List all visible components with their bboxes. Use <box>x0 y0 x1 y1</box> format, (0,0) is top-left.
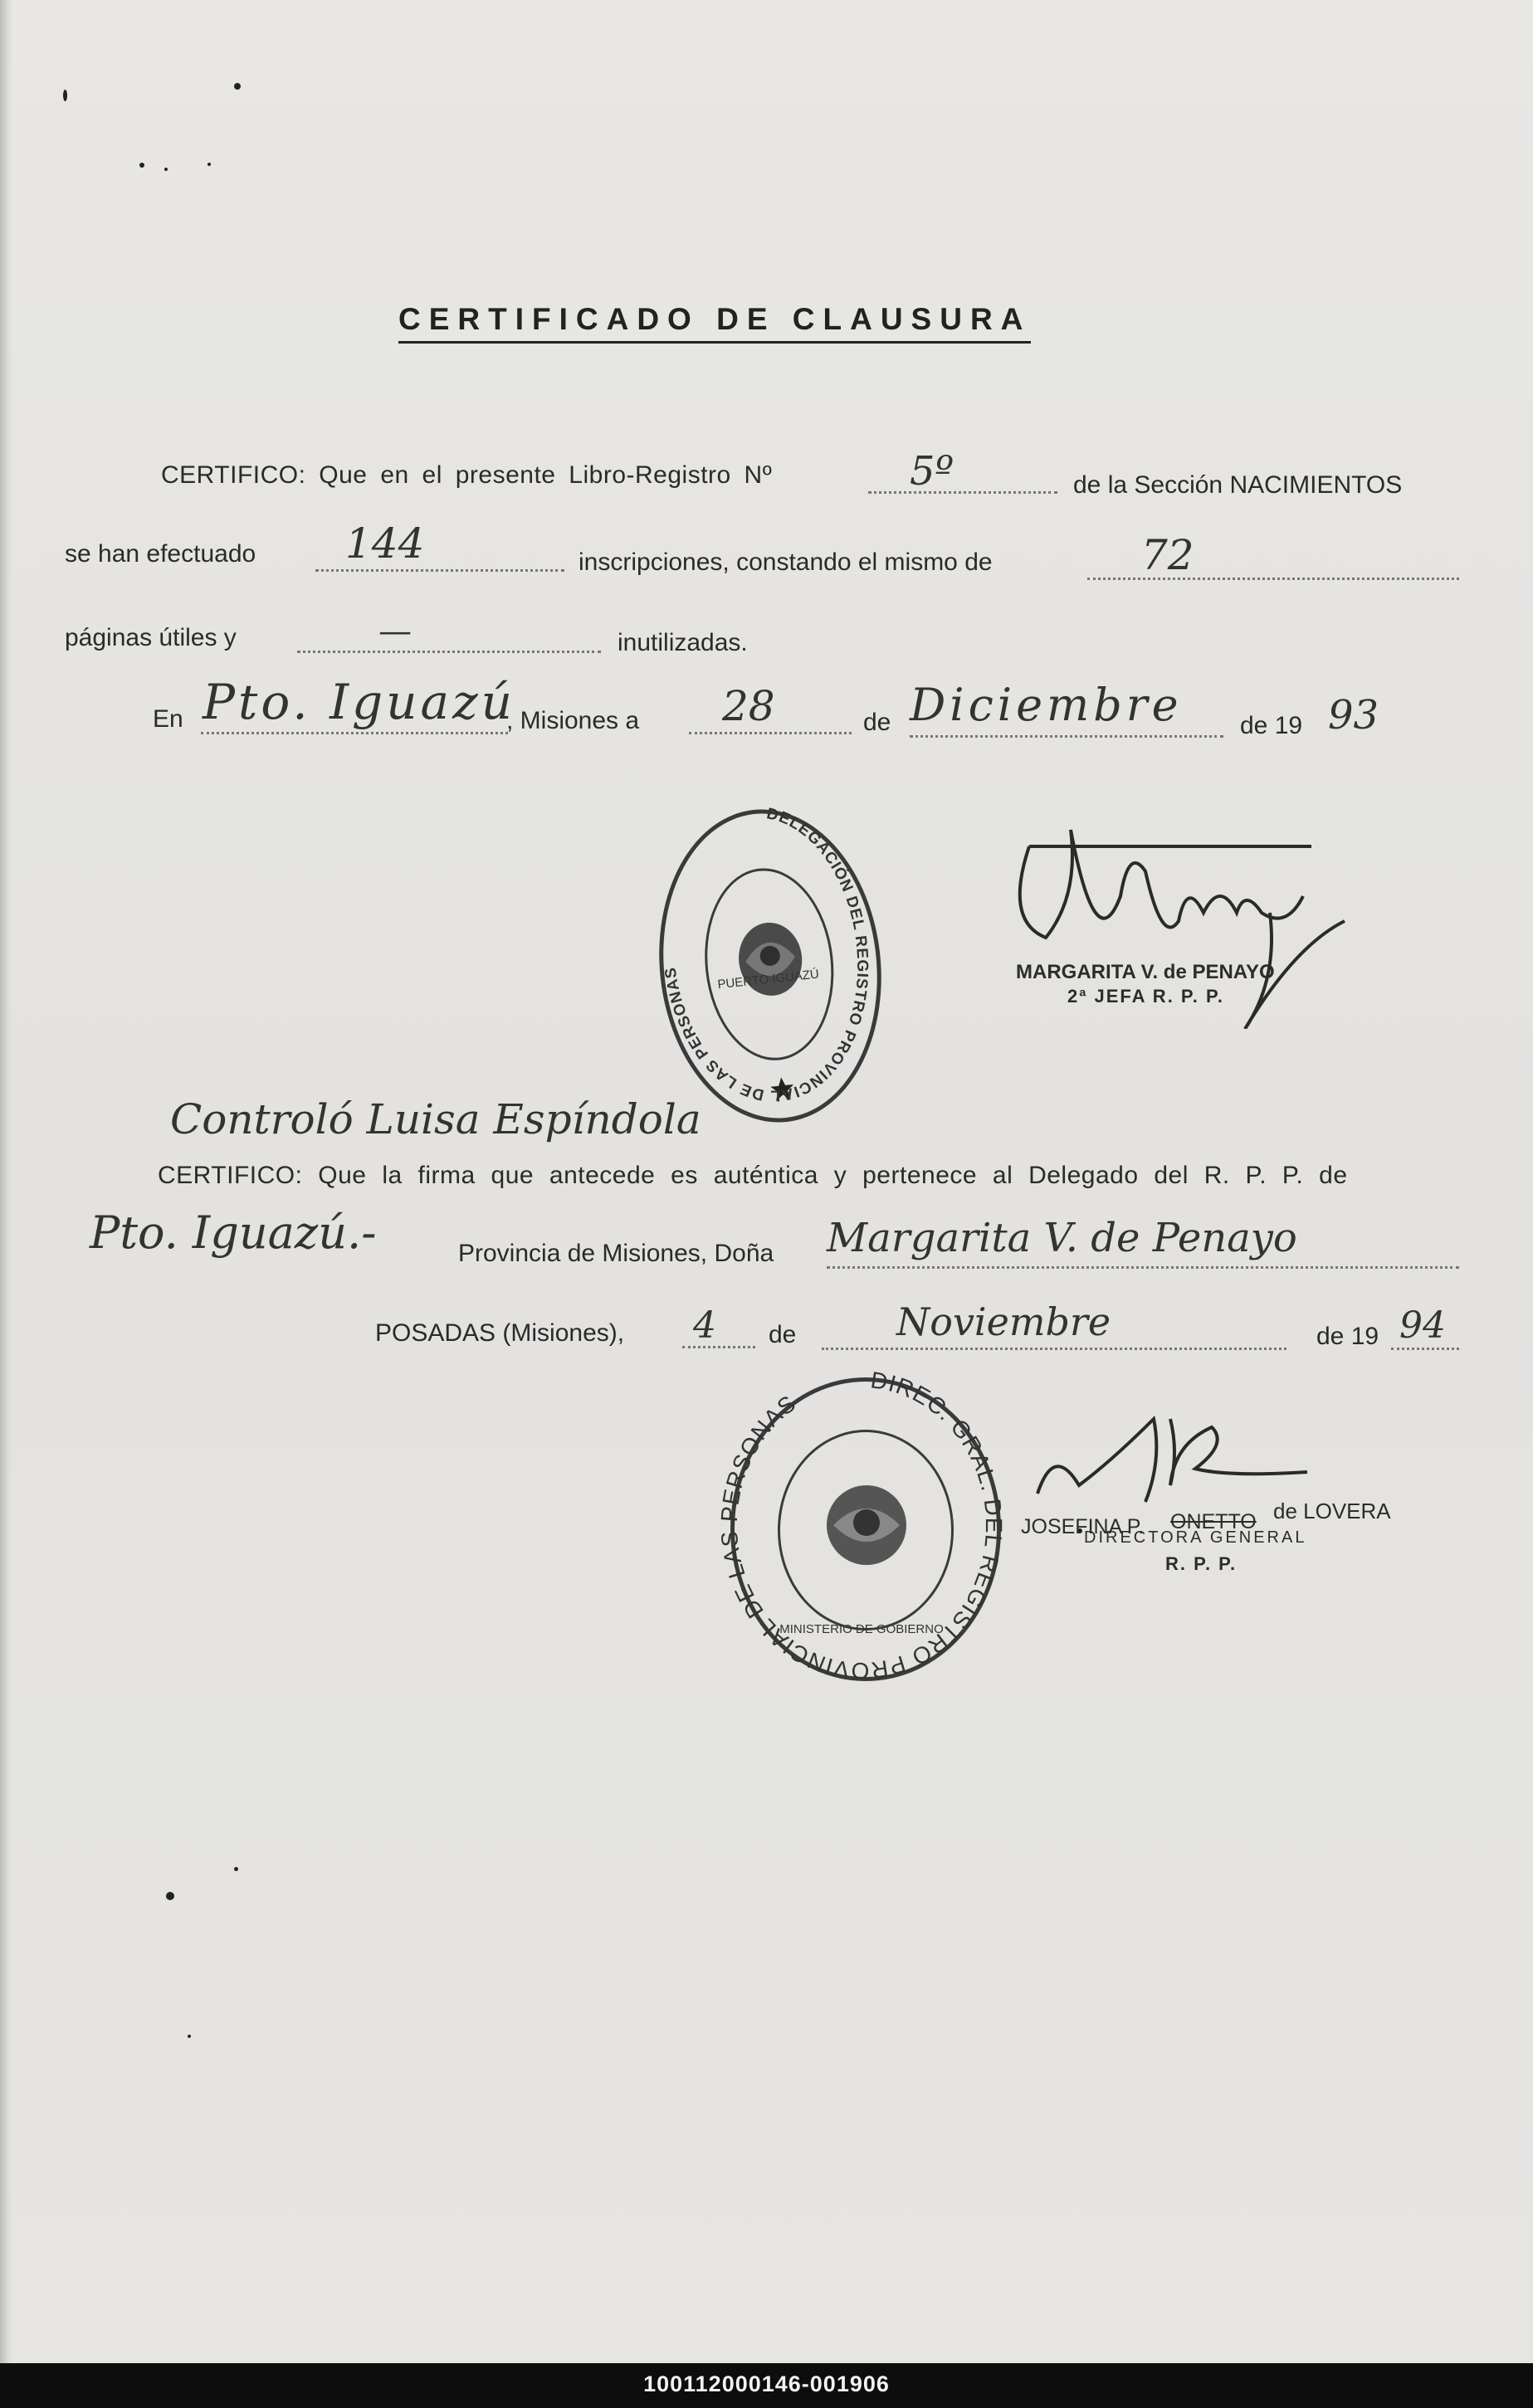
cert2-mes-handwritten: Noviembre <box>896 1299 1111 1344</box>
signer2-org: R. P. P. <box>1165 1553 1238 1574</box>
svg-text:MINISTERIO DE GOBIERNO: MINISTERIO DE GOBIERNO <box>779 1622 944 1636</box>
document-title: CERTIFICADO DE CLAUSURA <box>398 302 1031 344</box>
speck <box>139 163 144 168</box>
cert1-line2-text: se han efectuado <box>65 540 256 568</box>
dotted-line <box>868 491 1057 494</box>
speck <box>166 1892 174 1900</box>
cert2-de-label: de <box>769 1321 797 1348</box>
seal2-text-ring <box>712 1359 1011 1691</box>
signer1-role: 2ª JEFA R. P. P. <box>1067 986 1224 1007</box>
mes-handwritten: Diciembre <box>910 679 1183 731</box>
cert2-de19-label: de 19 <box>1316 1323 1379 1350</box>
page-edge <box>0 0 12 2363</box>
seal1-text-ring <box>625 780 907 1136</box>
svg-text:PUERTO IGUAZÚ: PUERTO IGUAZÚ <box>716 967 820 992</box>
dotted-line <box>1391 1348 1459 1350</box>
dia-handwritten: 28 <box>722 682 775 730</box>
cert1-line1-tail: de la Sección NACIMIENTOS <box>1073 471 1403 499</box>
de-label: de <box>863 709 891 736</box>
signer2-name-middle: ONETTO <box>1170 1510 1257 1533</box>
cert2-nombre-handwritten: Margarita V. de Penayo <box>827 1215 1297 1261</box>
speck <box>234 1867 238 1871</box>
libro-number: 5º <box>910 448 954 495</box>
en-label: En <box>153 705 183 733</box>
posadas-text: POSADAS (Misiones), <box>375 1319 625 1347</box>
controlo-annotation: Controló Luisa Espíndola <box>170 1095 701 1143</box>
dotted-line <box>827 1266 1459 1269</box>
signature-2 <box>1029 1411 1311 1518</box>
cert2-dia-handwritten: 4 <box>693 1304 716 1347</box>
dotted-line <box>297 651 601 653</box>
speck <box>164 168 168 171</box>
cert1-line3-text: páginas útiles y <box>65 624 237 651</box>
inutilizadas-count: — <box>378 612 412 651</box>
svg-text:DELEGACIÓN DEL REGISTRO PROVIN: DELEGACIÓN DEL REGISTRO PROVINCIAL DE LAS PERSONAS <box>662 805 871 1104</box>
inscripciones-count: 144 <box>345 519 425 568</box>
misiones-label: , Misiones a <box>506 707 640 734</box>
de19-label: de 19 <box>1240 712 1303 739</box>
signer2-role: DIRECTORA GENERAL <box>1084 1528 1307 1547</box>
cert2-anio-handwritten: 94 <box>1399 1304 1446 1347</box>
dotted-line <box>315 569 564 572</box>
dotted-line <box>822 1348 1286 1350</box>
signer2-name-last: de LOVERA <box>1273 1499 1391 1523</box>
cert1-line3-tail: inutilizadas. <box>618 629 748 656</box>
dotted-line <box>910 735 1223 738</box>
lugar-handwritten: Pto. Iguazú <box>203 674 515 730</box>
anio-handwritten: 93 <box>1328 692 1379 738</box>
paginas-count: 72 <box>1141 531 1194 579</box>
cert2-line1-text: CERTIFICO: Que la firma que antecede es auténtica y pertenece al Delegado del R. P. P. de <box>158 1162 1348 1189</box>
cert2-lugar-handwritten: Pto. Iguazú.- <box>90 1206 377 1259</box>
cert1-line1-text: CERTIFICO: Que en el presente Libro-Registro Nº <box>161 461 773 489</box>
signer2-name-first: JOSEFINA P. <box>1021 1515 1145 1538</box>
svg-text:DIREC. GRAL. DEL REGISTRO PROV: DIREC. GRAL. DEL REGISTRO PROVINCIAL DE LAS PERSONAS <box>715 1367 1007 1684</box>
document-id: 100112000146-001906 <box>643 2371 890 2396</box>
dotted-line <box>201 732 508 734</box>
dotted-line <box>689 732 852 734</box>
provincia-text: Provincia de Misiones, Doña <box>458 1240 774 1267</box>
signer1-name: MARGARITA V. de PENAYO <box>1016 961 1275 983</box>
speck <box>63 90 67 101</box>
speck <box>234 83 241 90</box>
cert1-line2-tail: inscripciones, constando el mismo de <box>579 548 993 576</box>
speck <box>207 163 211 166</box>
speck <box>188 2035 191 2038</box>
